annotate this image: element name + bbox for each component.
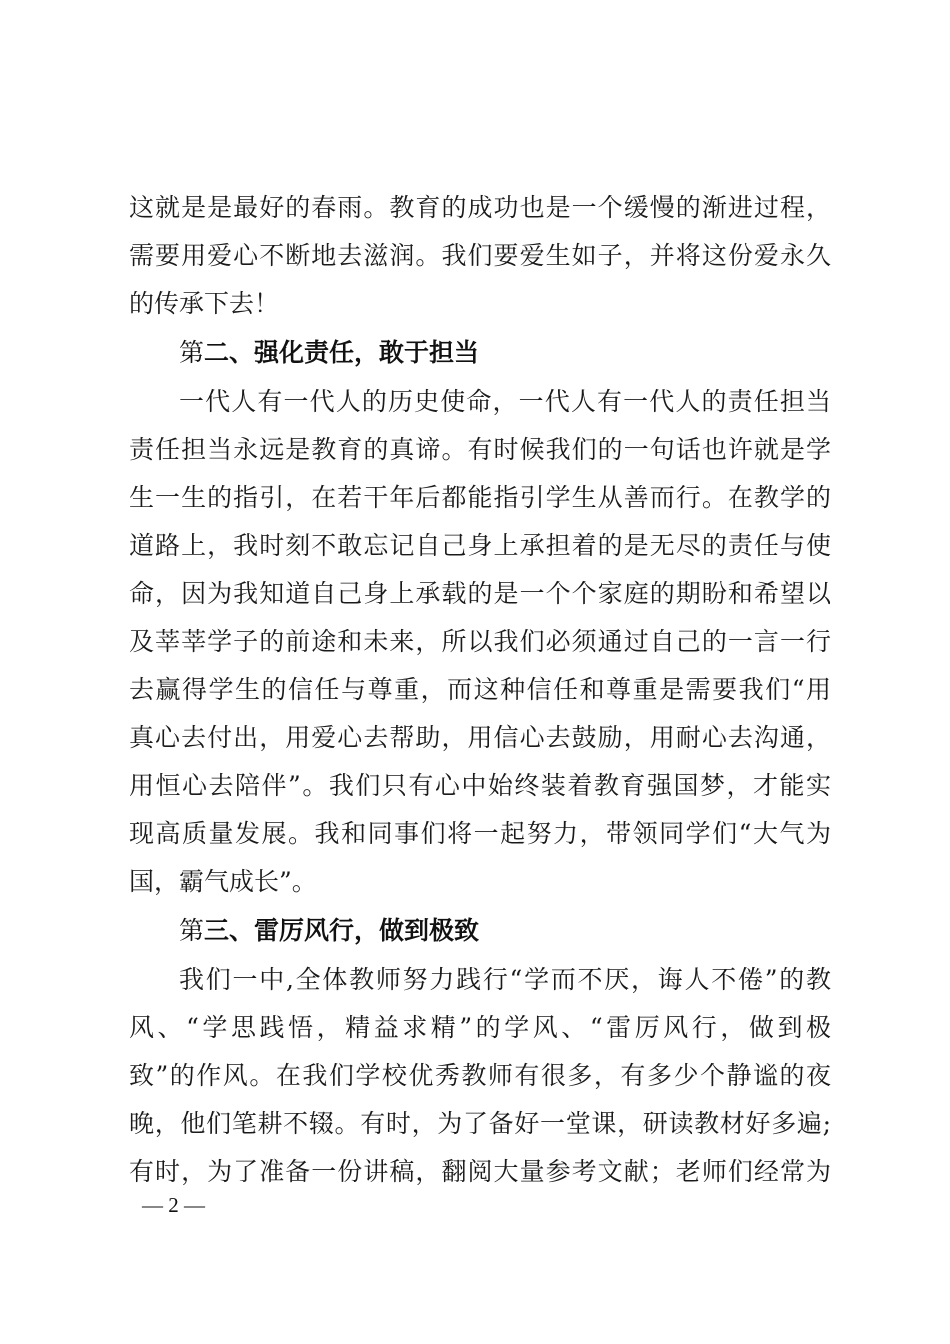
paragraph-responsibility: [129, 378, 831, 906]
text-line: 用恒心去陪伴”。我们只有心中始终装着教育强国梦，才能实: [129, 771, 831, 800]
paragraph-excellence: [129, 956, 831, 1196]
page-number: — 2 —: [142, 1193, 205, 1217]
text-line: 致”的作风。在我们学校优秀教师有很多，有多少个静谧的夜: [129, 1061, 831, 1090]
text-line: 去赢得学生的信任与尊重，而这种信任和尊重是需要我们“用: [129, 675, 831, 704]
text-line: 国，霸气成长”。: [129, 867, 317, 896]
heading-lead: 第: [179, 338, 205, 367]
text-line: 的传承下去！: [129, 289, 280, 318]
section-heading-excellence: [129, 906, 831, 956]
section-heading-responsibility: [129, 328, 831, 378]
text-line: 需要用爱心不断地去滋润。我们要爱生如子，并将这份爱永久: [129, 241, 831, 270]
paragraph-spring-rain: [129, 184, 831, 328]
heading-text: 三、雷厉风行，做到极致: [204, 916, 480, 945]
text-line: 及莘莘学子的前途和未来，所以我们必须通过自己的一言一行: [129, 627, 831, 656]
text-line: 我们一中,全体教师努力践行“学而不厌，诲人不倦”的教: [179, 965, 831, 994]
text-line: 生一生的指引，在若干年后都能指引学生从善而行。在教学的: [129, 483, 831, 512]
text-line: 道路上，我时刻不敢忘记自己身上承担着的是无尽的责任与使: [129, 531, 831, 560]
text-line: 真心去付出，用爱心去帮助，用信心去鼓励，用耐心去沟通，: [129, 723, 831, 752]
document-body: [129, 184, 831, 1196]
text-line: 一代人有一代人的历史使命，一代人有一代人的责任担当: [179, 387, 831, 416]
text-line: 晚，他们笔耕不辍。有时，为了备好一堂课，研读教材好多遍;: [129, 1109, 831, 1138]
text-line: 有时，为了准备一份讲稿，翻阅大量参考文献；老师们经常为: [129, 1157, 831, 1186]
text-line: 风、“学思践悟，精益求精”的学风、“雷厉风行，做到极: [129, 1013, 831, 1042]
text-line: 现高质量发展。我和同事们将一起努力，带领同学们“大气为: [129, 819, 831, 848]
text-line: 这就是是最好的春雨。教育的成功也是一个缓慢的渐进过程，: [129, 193, 831, 222]
heading-lead: 第: [179, 916, 205, 945]
heading-text: 二、强化责任，敢于担当: [204, 338, 480, 367]
text-line: 命，因为我知道自己身上承载的是一个个家庭的期盼和希望以: [129, 579, 831, 608]
text-line: 责任担当永远是教育的真谛。有时候我们的一句话也许就是学: [129, 435, 831, 464]
